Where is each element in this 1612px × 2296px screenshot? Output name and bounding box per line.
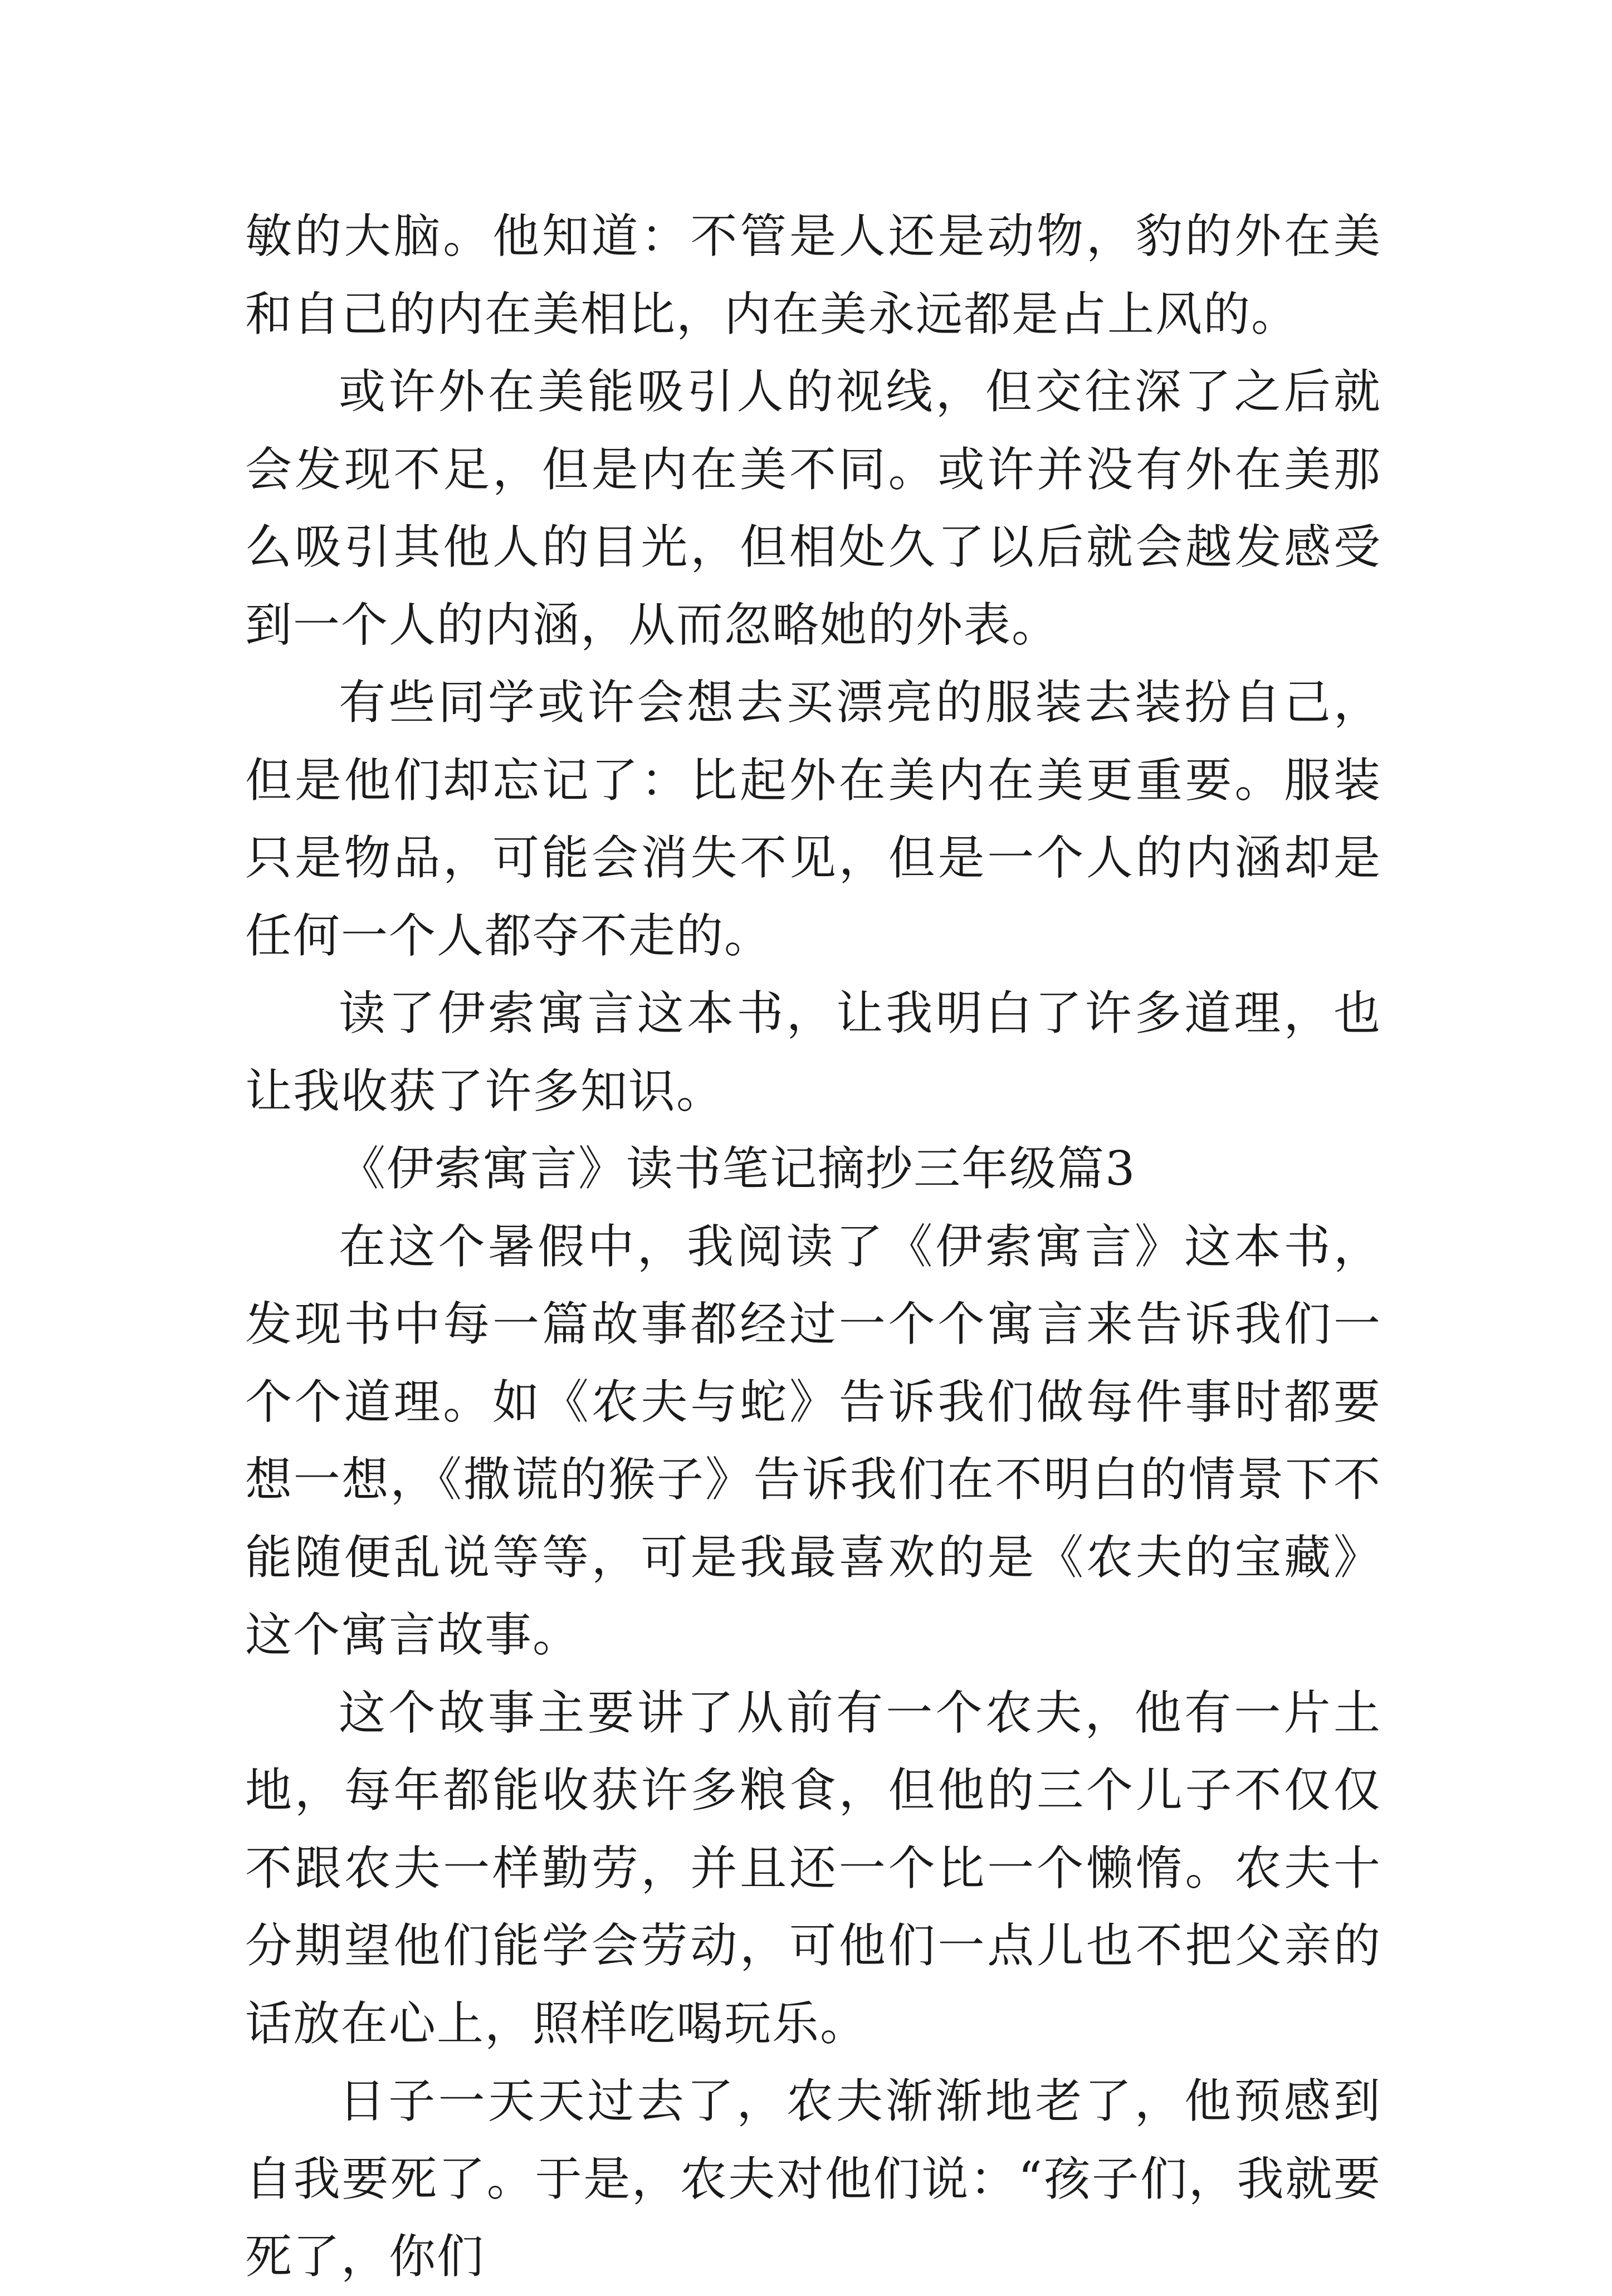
paragraph-clothing: 有些同学或许会想去买漂亮的服装去装扮自己，但是他们却忘记了：比起外在美内在美更重要。服装只是物品，可能会消失不见，但是一个人的内涵却是任何一个人都夺不走的。: [245, 675, 1381, 963]
paragraph-summer-reading: 在这个暑假中，我阅读了《伊索寓言》这本书，发现书中每一篇故事都经过一个个寓言来告诉我们一个个道理。如《农夫与蛇》告诉我们做每件事时都要想一想，《撒谎的猴子》告诉我们在不明白的情景下不能随便乱说等等，可是我最喜欢的是《农夫的宝藏》这个寓言故事。: [245, 1219, 1381, 1662]
section-heading: 《伊索寓言》读书笔记摘抄三年级篇3: [339, 1141, 1136, 1196]
paragraph-continuation: 敏的大脑。他知道：不管是人还是动物，豹的外在美和自己的内在美相比，内在美永远都是占上风的。: [245, 209, 1381, 341]
paragraph-inner-beauty: 或许外在美能吸引人的视线，但交往深了之后就会发现不足，但是内在美不同。或许并没有外在美那么吸引其他人的目光，但相处久了以后就会越发感受到一个人的内涵，从而忽略她的外表。: [245, 364, 1381, 652]
document-body: [245, 198, 1381, 2296]
paragraph-conclusion: 读了伊索寓言这本书，让我明白了许多道理，也让我收获了许多知识。: [245, 986, 1381, 1118]
paragraph-farmer-story: 这个故事主要讲了从前有一个农夫，他有一片土地，每年都能收获许多粮食，但他的三个儿子不仅仅不跟农夫一样勤劳，并且还一个比一个懒惰。农夫十分期望他们能学会劳动，可他们一点儿也不把父亲的话放在心上，照样吃喝玩乐。: [245, 1685, 1381, 2051]
paragraph-farmer-aging: 日子一天天过去了，农夫渐渐地老了，他预感到自我要死了。于是，农夫对他们说：“孩子们，我就要死了，你们: [245, 2074, 1381, 2284]
